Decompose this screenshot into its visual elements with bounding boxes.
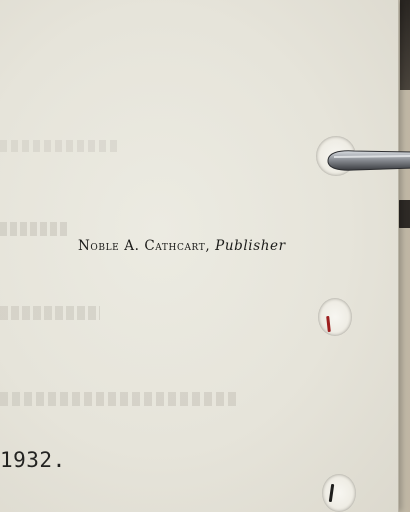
bleed-through-text [0,392,240,406]
publisher-title: Publisher [215,238,286,254]
publisher-line [78,238,286,254]
bleed-through-text [0,306,100,320]
year-text: 1932. [0,448,66,472]
publisher-separator: , [205,238,216,254]
binder-ring-icon [324,148,410,174]
publisher-name: Noble A. Cathcart [78,238,206,254]
punch-hole-middle [318,298,352,336]
bleed-through-text [0,140,120,152]
bleed-through-text [0,222,70,236]
punch-hole-bottom [322,474,356,512]
dark-binder-edge [400,0,410,90]
